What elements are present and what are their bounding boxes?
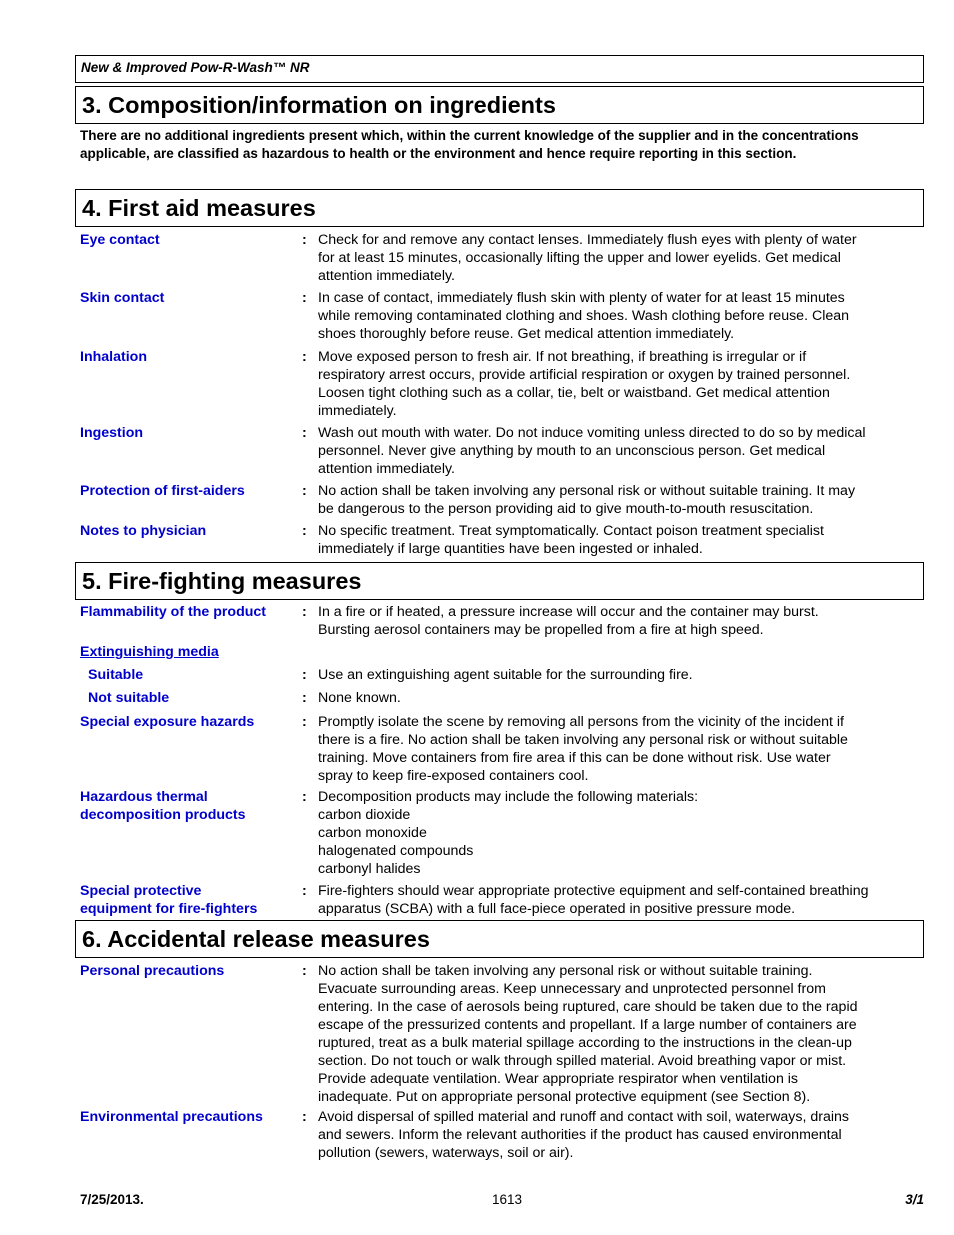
- ingestion-text: [318, 424, 924, 482]
- text-line: attention immediately.: [318, 461, 455, 477]
- text-line: attention immediately.: [318, 268, 455, 284]
- ingestion-label: Ingestion: [80, 425, 144, 441]
- extinguishing-media-heading: Extinguishing media: [80, 644, 219, 660]
- text-line: carbon dioxide: [318, 807, 411, 823]
- section-4-title: 4. First aid measures: [75, 189, 924, 227]
- notes-physician-row: [75, 522, 924, 558]
- colon: :: [302, 714, 307, 730]
- flammability-label: Flammability of the product: [80, 604, 267, 620]
- text-line: halogenated compounds: [318, 843, 474, 859]
- extinguishing-media-row: [75, 643, 924, 666]
- skin-contact-label: Skin contact: [80, 290, 165, 306]
- protection-first-aiders-row: [75, 482, 924, 522]
- colon: :: [302, 789, 307, 805]
- colon: :: [302, 523, 307, 539]
- colon: :: [302, 232, 307, 248]
- colon: :: [302, 883, 307, 899]
- section-6-title: 6. Accidental release measures: [75, 920, 924, 958]
- thermal-decomposition-label: [75, 788, 302, 882]
- text-line: personnel. Never give anything by mouth to an unconscious person. Get medical: [318, 443, 826, 459]
- section-5-body: [75, 600, 924, 918]
- environmental-precautions-text: [318, 1108, 924, 1164]
- protection-first-aiders-text: [318, 482, 924, 522]
- thermal-decomposition-text: [318, 788, 924, 882]
- text-line: Promptly isolate the scene by removing all persons from the vicinity of the incident if: [318, 714, 844, 730]
- text-line: In case of contact, immediately flush skin with plenty of water for at least 15 minutes: [318, 290, 845, 306]
- special-exposure-row: [75, 713, 924, 788]
- text-line: while removing contaminated clothing and shoes. Wash clothing before reuse. Clean: [318, 308, 850, 324]
- text-line: Use an extinguishing agent suitable for the surrounding fire.: [318, 667, 693, 683]
- inhalation-row: [75, 348, 924, 424]
- text-line: immediately.: [318, 403, 397, 419]
- environmental-precautions-label: Environmental precautions: [80, 1109, 263, 1125]
- colon: :: [302, 667, 307, 683]
- personal-precautions-label: Personal precautions: [80, 963, 225, 979]
- thermal-decomposition-row: [75, 788, 924, 882]
- text-line: Move exposed person to fresh air. If not breathing, if breathing is irregular or if: [318, 349, 807, 365]
- text-line: ruptured, treat as a bulk material spillage according to the instructions in the clean-up: [318, 1035, 852, 1051]
- text-line: entering. In the case of aerosols being ruptured, care should be taken due to the rapid: [318, 999, 858, 1015]
- text-line: and sewers. Inform the relevant authorities if the product has caused environmental: [318, 1127, 842, 1143]
- text-line: No action shall be taken involving any personal risk or without suitable training. It may: [318, 483, 856, 499]
- footer-code: 1613: [492, 1192, 523, 1207]
- text-line: respiratory arrest occurs, provide artificial respiration or oxygen by trained personnel.: [318, 367, 851, 383]
- text-line: No specific treatment. Treat symptomatically. Contact poison treatment specialist: [318, 523, 824, 539]
- text-line: shoes thoroughly before reuse. Get medical attention immediately.: [318, 326, 735, 342]
- colon: :: [302, 425, 307, 441]
- text-line: carbonyl halides: [318, 861, 421, 877]
- suitable-text: [318, 666, 924, 689]
- text-line: for at least 15 minutes, occasionally lifting the upper and lower eyelids. Get medical: [318, 250, 841, 266]
- text-line: spray to keep fire-exposed containers cool.: [318, 768, 589, 784]
- thermal-decomposition-label-line-2: decomposition products: [80, 807, 246, 823]
- colon: :: [302, 604, 307, 620]
- not-suitable-label: Not suitable: [88, 690, 170, 706]
- eye-contact-text: [318, 231, 924, 289]
- notes-physician-label: Notes to physician: [80, 523, 207, 539]
- eye-contact-label: Eye contact: [80, 232, 160, 248]
- text-line: Evacuate surrounding areas. Keep unnecessary and unprotected personnel from: [318, 981, 826, 997]
- notes-physician-text: [318, 522, 924, 558]
- text-line: escape of the pressurized contents and propellant. If a large number of containers are: [318, 1017, 857, 1033]
- environmental-precautions-row: [75, 1108, 924, 1164]
- section-3-text: There are no additional ingredients present which, within the current knowledge of the supplier and in the concentrations applicable, are classified as hazardous to health or the environment and hence require reporting in this section.: [80, 128, 859, 161]
- protective-equipment-label-line-2: equipment for fire-fighters: [80, 901, 258, 917]
- text-line: Fire-fighters should wear appropriate protective equipment and self-contained breathing: [318, 883, 869, 899]
- text-line: immediately if large quantities have been ingested or inhaled.: [318, 541, 703, 557]
- not-suitable-row: [75, 689, 924, 713]
- flammability-row: [75, 603, 924, 643]
- protective-equipment-label: [75, 882, 302, 918]
- special-exposure-label: Special exposure hazards: [80, 714, 255, 730]
- protective-equipment-label-line-1: Special protective: [80, 883, 202, 899]
- colon: :: [302, 963, 307, 979]
- special-exposure-text: [318, 713, 924, 788]
- colon: :: [302, 483, 307, 499]
- ingestion-row: [75, 424, 924, 482]
- section-5-title: 5. Fire-fighting measures: [75, 562, 924, 600]
- sds-page: [75, 55, 924, 1164]
- section-3-title: 3. Composition/information on ingredients: [75, 86, 924, 124]
- text-line: there is a fire. No action shall be taken involving any personal risk or without suitable: [318, 732, 848, 748]
- personal-precautions-text: [318, 962, 924, 1108]
- colon: :: [302, 690, 307, 706]
- personal-precautions-row: [75, 962, 924, 1108]
- product-name-header: New & Improved Pow-R-Wash™ NR: [75, 55, 924, 83]
- colon: :: [302, 1109, 307, 1125]
- text-line: Wash out mouth with water. Do not induce vomiting unless directed to do so by medical: [318, 425, 866, 441]
- text-line: Avoid dispersal of spilled material and runoff and contact with soil, waterways, drains: [318, 1109, 849, 1125]
- suitable-row: [75, 666, 924, 689]
- text-line: Decomposition products may include the following materials:: [318, 789, 699, 805]
- text-line: In a fire or if heated, a pressure increase will occur and the container may burst.: [318, 604, 819, 620]
- text-line: inadequate. Put on appropriate personal protective equipment (see Section 8).: [318, 1089, 811, 1105]
- thermal-decomposition-label-line-1: Hazardous thermal: [80, 789, 208, 805]
- footer-page-number: 3/1: [905, 1192, 924, 1207]
- text-line: training. Move containers from fire area if this can be done without risk. Use water: [318, 750, 831, 766]
- protective-equipment-text: [318, 882, 924, 918]
- skin-contact-text: [318, 289, 924, 348]
- text-line: apparatus (SCBA) with a full face-piece operated in positive pressure mode.: [318, 901, 796, 917]
- section-4-body: [75, 227, 924, 558]
- colon: :: [302, 349, 307, 365]
- text-line: Check for and remove any contact lenses. Immediately flush eyes with plenty of water: [318, 232, 857, 248]
- text-line: carbon monoxide: [318, 825, 427, 841]
- inhalation-text: [318, 348, 924, 424]
- footer-date: 7/25/2013.: [80, 1192, 144, 1207]
- suitable-label: Suitable: [88, 667, 144, 683]
- not-suitable-text: [318, 689, 924, 713]
- text-line: section. Do not touch or walk through spilled material. Avoid breathing vapor or mist.: [318, 1053, 847, 1069]
- skin-contact-row: [75, 289, 924, 348]
- text-line: None known.: [318, 690, 401, 706]
- text-line: be dangerous to the person providing aid to give mouth-to-mouth resuscitation.: [318, 501, 814, 517]
- text-line: pollution (sewers, waterways, soil or air).: [318, 1145, 574, 1161]
- text-line: Loosen tight clothing such as a collar, tie, belt or waistband. Get medical attention: [318, 385, 830, 401]
- colon: :: [302, 290, 307, 306]
- protection-first-aiders-label: Protection of first-aiders: [80, 483, 245, 499]
- eye-contact-row: [75, 231, 924, 289]
- protective-equipment-row: [75, 882, 924, 918]
- flammability-text: [318, 603, 924, 643]
- text-line: Provide adequate ventilation. Wear appropriate respirator when ventilation is: [318, 1071, 799, 1087]
- text-line: Bursting aerosol containers may be propelled from a fire at high speed.: [318, 622, 764, 638]
- inhalation-label: Inhalation: [80, 349, 147, 365]
- section-6-body: [75, 958, 924, 1164]
- text-line: No action shall be taken involving any personal risk or without suitable training.: [318, 963, 813, 979]
